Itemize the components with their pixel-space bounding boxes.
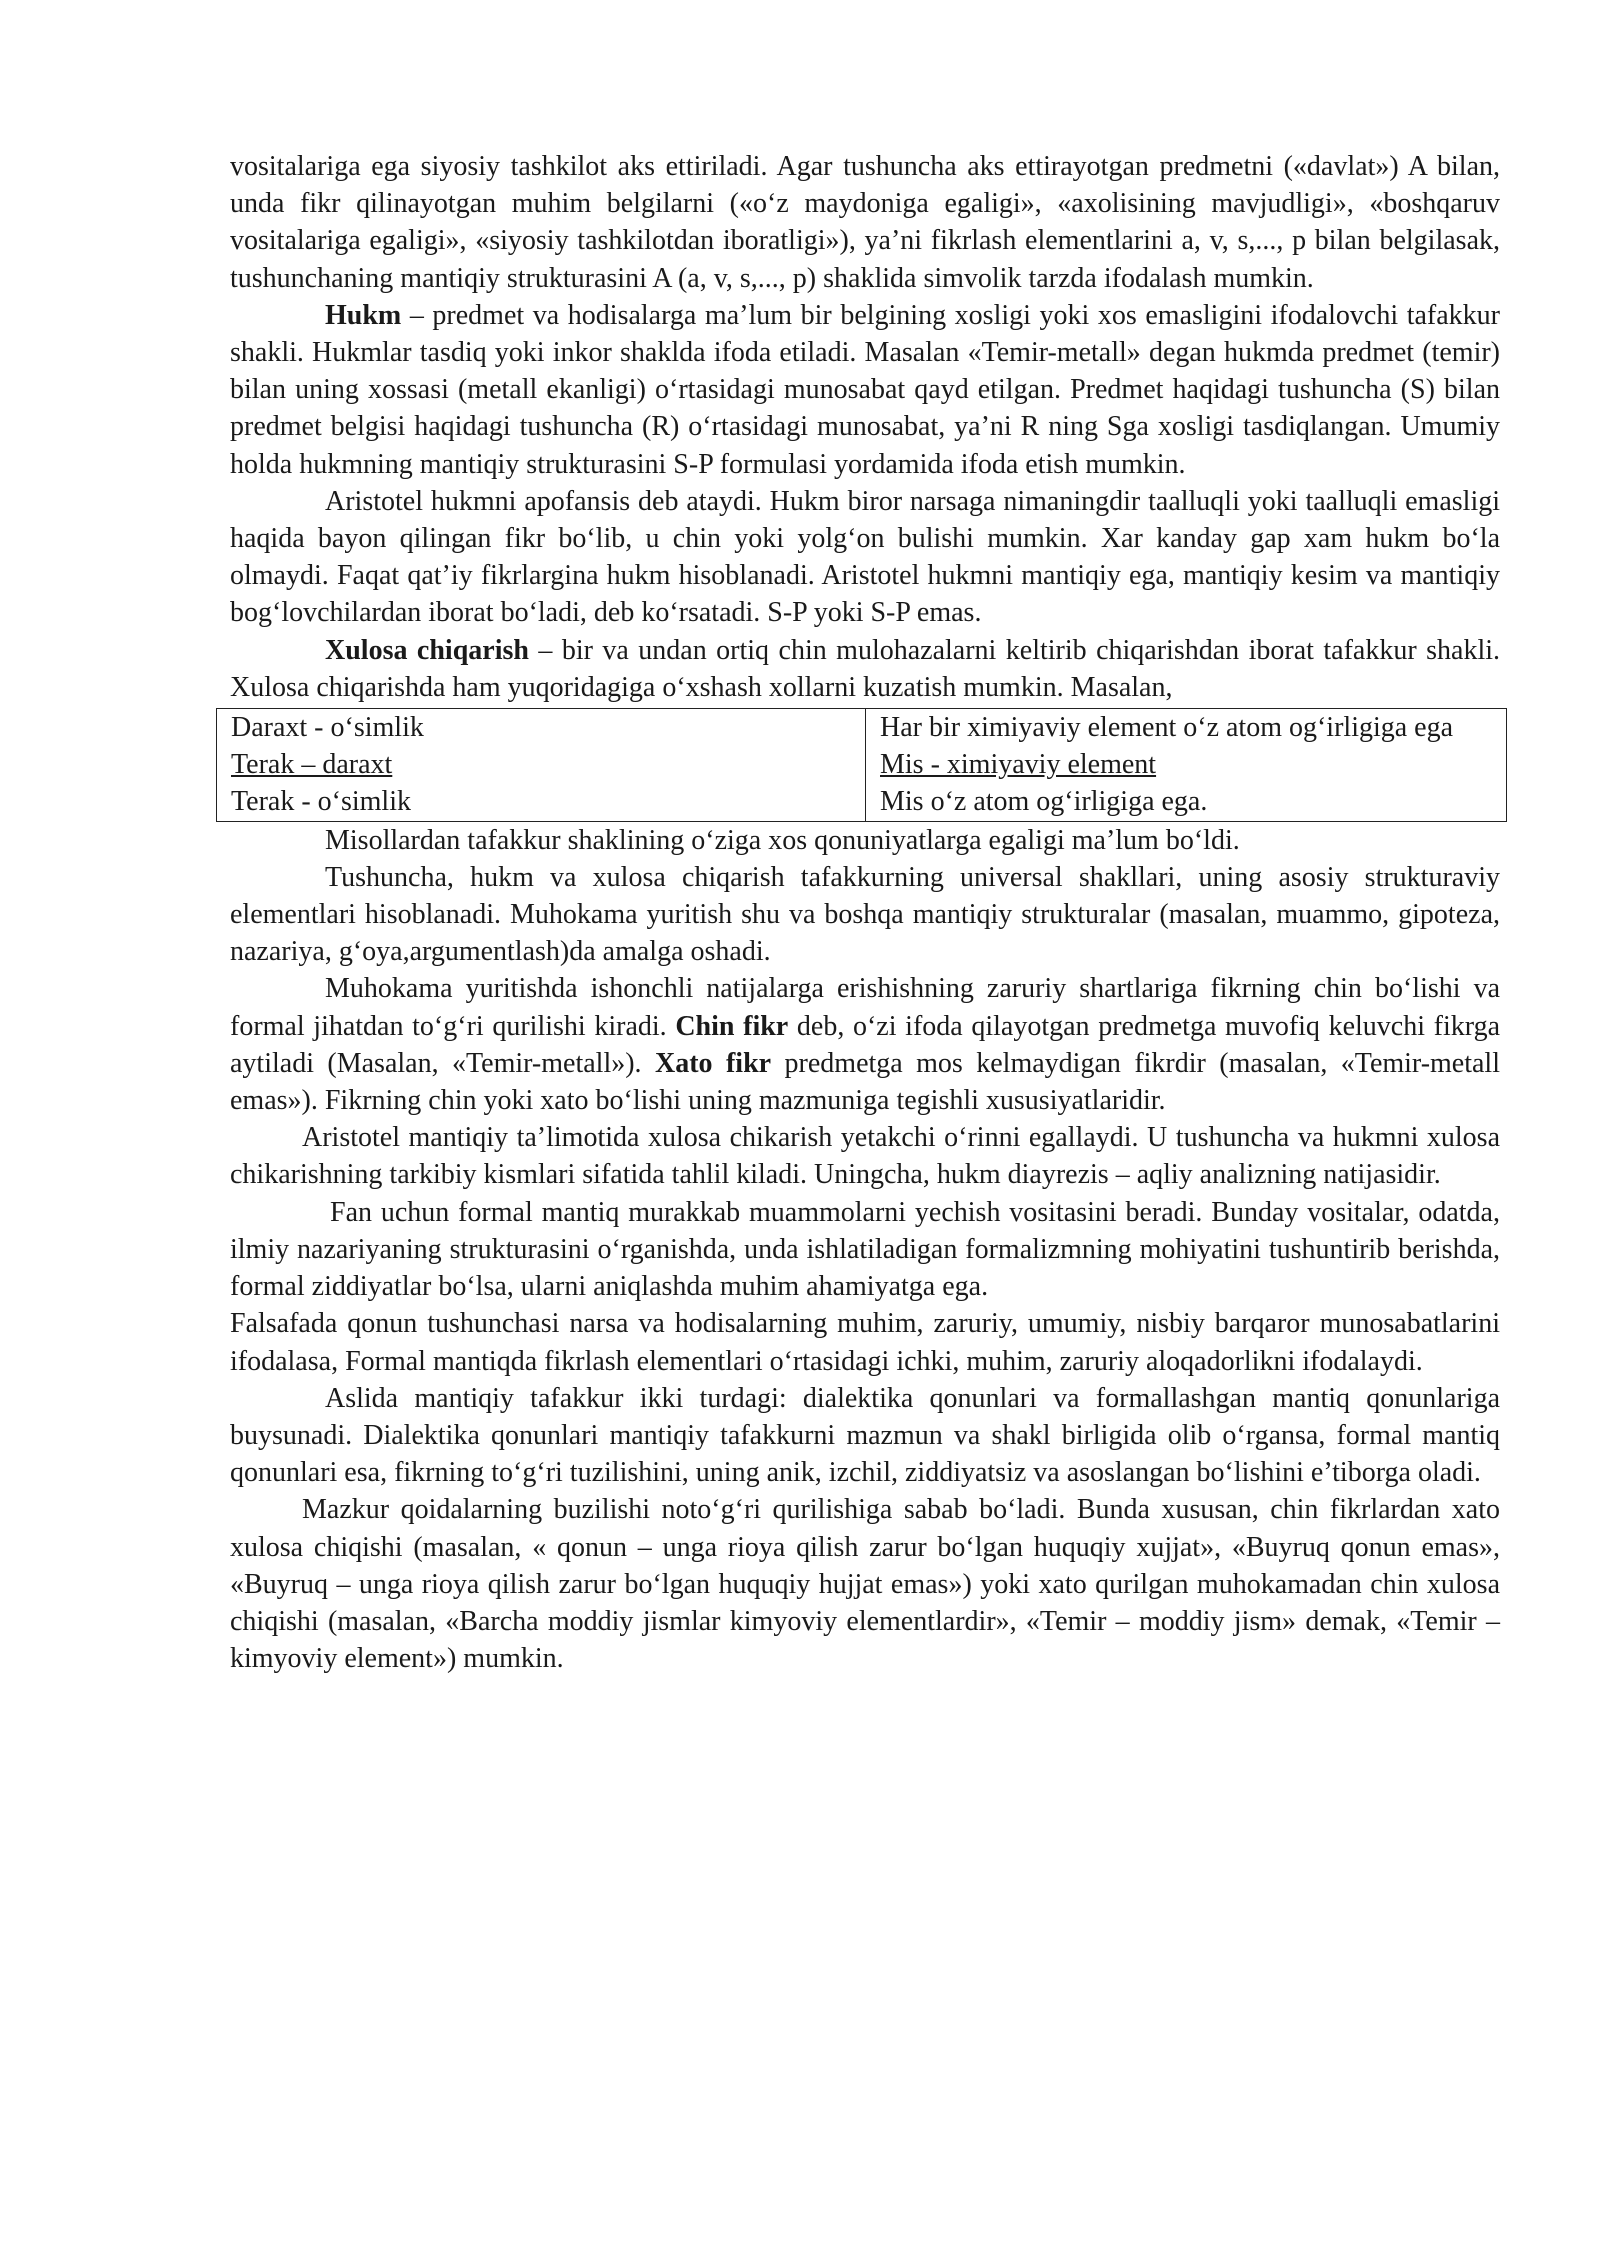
- premise-minor: Mis - ximiyaviy element: [880, 749, 1157, 781]
- text-segment: Muhokama yuritishda ishonchli natijalarga erishishning zaruriy shartlariga fikrning chin boʻlishi va formal jihatdan toʻgʻri qurilishi kiradi.: [230, 973, 1500, 1042]
- paragraph-tushuncha-structure: [230, 148, 1500, 297]
- paragraph-qonun-tushunchasi: [230, 1305, 1500, 1379]
- text-segment: Aslida mantiqiy tafakkur ikki turdagi: dialektika qonunlari va formallashgan mantiq qonunlariga buysunadi. Dialektika qonunlari mantiqiy tafakkurni mazmun va shakl birligida olib oʻrgansa, formal mantiq qonunlari esa, fikrning toʻgʻri tuzilishini, uning anik, izchil, ziddiyatsiz va asoslangan boʻlishini e’tiborga oladi.: [230, 1382, 1500, 1489]
- text-segment: Fan uchun formal mantiq murakkab muammolarni yechish vositasini beradi. Bunday vositalar, odatda, ilmiy nazariyaning strukturasini oʻrganishda, unda ishlatiladigan formalizmning mohiyatini tushuntirib berishda, formal ziddiyatlar boʻlsa, ularni aniqlashda muhim ahamiyatga ega.: [230, 1196, 1500, 1303]
- conclusion: Terak - oʻsimlik: [231, 786, 411, 818]
- text-segment: Tushuncha, hukm va xulosa chiqarish tafakkurning universal shakllari, uning asosiy strukturaviy elementlari hisoblanadi. Muhokama yuritish shu va boshqa mantiqiy strukturalar (masalan, muammo, gipoteza, nazariya, gʻoya,argumentlash)da amalga oshadi.: [230, 861, 1500, 968]
- paragraph-qoidalar-buzilishi: [230, 1491, 1500, 1677]
- syllogism-left-cell: [217, 709, 866, 822]
- table-row: [217, 709, 1507, 822]
- term-chin-fikr: Chin fikr: [675, 1010, 789, 1042]
- term-xato-fikr: Xato fikr: [655, 1047, 772, 1079]
- premise-minor: Terak – daraxt: [231, 749, 393, 781]
- document-page: [230, 148, 1500, 1677]
- syllogism-right-cell: [866, 709, 1507, 822]
- text-segment: Misollardan tafakkur shaklining oʻziga xos qonuniyatlarga egaligi ma’lum boʻldi.: [325, 824, 1240, 856]
- text-segment: – predmet va hodisalarga ma’lum bir belgining xosligi yoki xos emasligini ifodalovchi tafakkur shakli. Hukmlar tasdiq yoki inkor shaklda ifoda etiladi. Masalan «Temir-metall» degan hukmda predmet (temir) bilan uning xossasi (metall ekanligi) oʻrtasidagi munosabat qayd etilgan. Predmet haqidagi tushuncha (S) bilan predmet belgisi haqidagi tushuncha (R) oʻrtasidagi munosabat, ya’ni R ning Sga xosligi tasdiqlangan. Umumiy holda hukmning mantiqiy strukturasini S-P formulasi yordamida ifoda etish mumkin.: [230, 299, 1500, 480]
- premise-major: Daraxt - oʻsimlik: [231, 712, 424, 744]
- term-hukm: Hukm: [325, 299, 402, 331]
- paragraph-formal-mantiq-fan: [230, 1194, 1500, 1306]
- text-segment: Aristotel hukmni apofansis deb ataydi. Hukm biror narsaga nimaningdir taalluqli yoki taalluqli emasligi haqida bayon qilingan fikr boʻlib, u chin yoki yolgʻon bulishi mumkin. Xar kanday gap xam hukm boʻla olmaydi. Faqat qat’iy fikrlargina hukm hisoblanadi. Aristotel hukmni mantiqiy ega, mantiqiy kesim va mantiqiy bogʻlovchilardan iborat boʻladi, deb koʻrsatadi. S-P yoki S-P emas.: [230, 485, 1500, 629]
- paragraph-chin-xato-fikr: [230, 970, 1500, 1119]
- conclusion: Mis oʻz atom ogʻirligiga ega.: [880, 786, 1208, 818]
- paragraph-universal-shakllar: [230, 859, 1500, 971]
- text-segment: Falsafada qonun tushunchasi narsa va hodisalarning muhim, zaruriy, umumiy, nisbiy barqaror munosabatlarini ifodalasa, Formal mantiqda fikrlash elementlari oʻrtasidagi ichki, muhim, zaruriy aloqadorlikni ifodalaydi.: [230, 1308, 1500, 1377]
- syllogism-table: [216, 708, 1507, 822]
- text-segment: predmetga mos kelmaydigan fikrdir (masalan, «Temir-metall emas»). Fikrning chin yoki xato boʻlishi uning mazmuniga tegishli xususiyatlaridir.: [230, 1047, 1500, 1117]
- paragraph-aristotel-hukm: [230, 483, 1500, 632]
- text-segment: vositalariga ega siyosiy tashkilot aks ettiriladi. Agar tushuncha aks ettirayotgan predmetni («davlat») A bilan, unda fikr qilinayotgan muhim belgilarni («oʻz maydoniga egaligi», «axolisining mavjudligi», «boshqaruv vositalariga egaligi», «siyosiy tashkilotdan iboratligi»), ya’ni fikrlash elementlarini a, v, s,..., p bilan belgilasak, tushunchaning mantiqiy strukturasini A (a, v, s,..., p) shaklida simvolik tarzda ifodalash mumkin.: [230, 151, 1500, 294]
- term-xulosa-chiqarish: Xulosa chiqarish: [325, 634, 529, 666]
- paragraph-misollardan: [230, 822, 1500, 859]
- text-segment: – bir va undan ortiq chin mulohazalarni keltirib chiqarishdan iborat tafakkur shakli. Xulosa chiqarishda ham yuqoridagiga oʻxshash xollarni kuzatish mumkin. Masalan,: [230, 634, 1500, 703]
- premise-major: Har bir ximiyaviy element oʻz atom ogʻirligiga ega: [880, 712, 1454, 744]
- text-segment: Aristotel mantiqiy ta’limotida xulosa chikarish yetakchi oʻrinni egallaydi. U tushuncha va hukmni xulosa chikarishning tarkibiy kismlari sifatida tahlil kiladi. Uningcha, hukm diayrezis – aqliy analizning natijasidir.: [230, 1122, 1500, 1191]
- paragraph-hukm: [230, 297, 1500, 483]
- text-segment: deb, oʻzi ifoda qilayotgan predmetga muvofiq keluvchi fikrga aytiladi (Masalan, «Temir-metall»).: [230, 1010, 1501, 1079]
- paragraph-dialektika: [230, 1380, 1500, 1492]
- text-segment: Mazkur qoidalarning buzilishi notoʻgʻri qurilishiga sabab boʻladi. Bunda xususan, chin fikrlardan xato xulosa chiqishi (masalan, « qonun – unga rioya qilish zarur boʻlgan huquqiy xujjat», «Buyruq qonun emas», «Buyruq – unga rioya qilish zarur boʻlgan huquqiy hujjat emas») yoki xato qurilgan muhokamadan chin xulosa chiqishi (masalan, «Barcha moddiy jismlar kimyoviy elementlardir», «Temir – moddiy jism» demak, «Temir – kimyoviy element») mumkin.: [230, 1494, 1500, 1675]
- paragraph-aristotel-xulosa: [230, 1119, 1500, 1193]
- paragraph-xulosa-chiqarish: [230, 632, 1500, 706]
